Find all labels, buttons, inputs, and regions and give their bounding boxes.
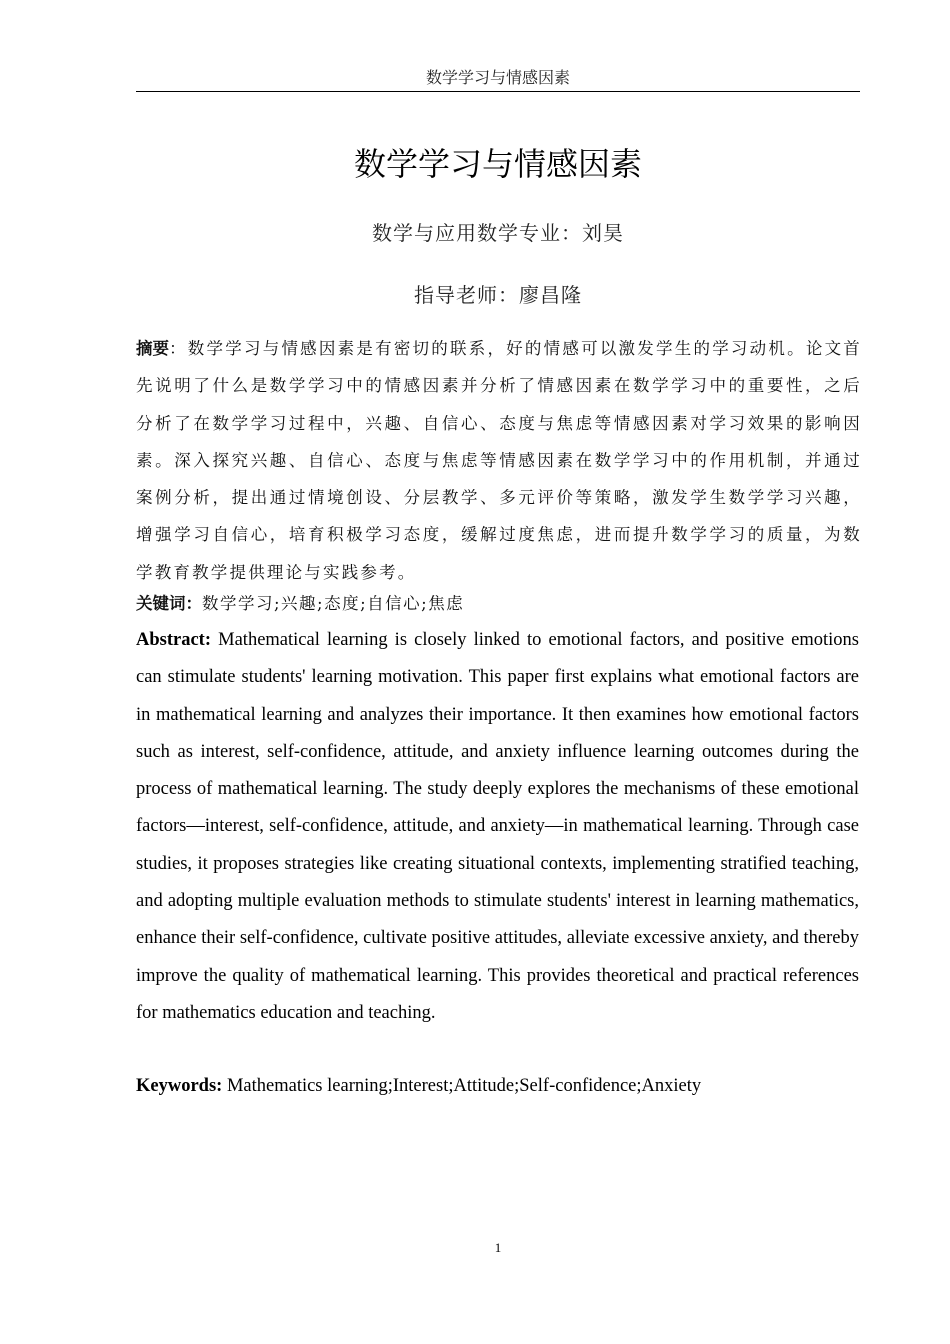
abstract-cn-label: 摘要 — [136, 339, 170, 358]
abstract-cn — [136, 330, 862, 591]
paper-title: 数学学习与情感因素 — [353, 145, 642, 183]
abstract-en — [136, 622, 859, 1032]
advisor-line: 指导老师：廖昌隆 — [414, 283, 582, 307]
keywords-cn-separator: ： — [185, 594, 202, 613]
keywords-en-label: Keywords: — [136, 1076, 223, 1096]
keywords-en — [136, 1071, 860, 1101]
keywords-cn-label: 关键词 — [136, 594, 186, 613]
abstract-cn-text: 数学学习与情感因素是有密切的联系，好的情感可以激发学生的学习动机。论文首先说明了什么是数学学习中的情感因素并分析了情感因素在数学学习中的重要性，之后分析了在数学学习过程中，兴趣、自信心、态度与焦虑等情感因素对学习效果的影响因素。深入探究兴趣、自信心、态度与焦虑等情感因素在数学学习中的作用机制，并通过案例分析，提出通过情境创设、分层教学、多元评价等策略，激发学生数学学习兴趣，增强学习自信心，培育积极学习态度，缓解过度焦虑，进而提升数学学习的质量，为数学教育教学提供理论与实践参考。 — [136, 339, 863, 582]
abstract-en-label: Abstract: — [136, 630, 212, 650]
keywords-cn-text: 数学学习;兴趣;态度;自信心;焦虑 — [202, 594, 465, 613]
author-line: 数学与应用数学专业：刘昊 — [372, 221, 624, 245]
abstract-en-text: Mathematical learning is closely linked to emotional factors, and positive emotions can stimulate students' learning motivation. This paper first explains what emotional factors are in mathematical learning and analyzes their importance. It then examines how emotional factors such as interest, self-confidence, attitude, and anxiety influence learning outcomes during the process of mathematical learning. The study deeply explores the mechanisms of these emotional factors—interest, self-confidence, attitude, and anxiety—in mathematical learning. Through case studies, it proposes strategies like creating situational contexts, implementing stratified teaching, and adopting multiple evaluation methods to stimulate students' interest in learning mathematics, enhance their self-confidence, cultivate positive attitudes, alleviate excessive anxiety, and thereby improve the quality of mathematical learning. This provides theoretical and practical references for mathematics education and teaching. — [136, 630, 859, 1023]
page-number: 1 — [494, 1240, 502, 1255]
keywords-cn — [136, 589, 860, 619]
running-header: 数学学习与情感因素 — [425, 68, 570, 87]
keywords-en-text: Mathematics learning;Interest;Attitude;Self-confidence;Anxiety — [226, 1076, 702, 1096]
abstract-cn-separator: ： — [169, 339, 188, 358]
header-rule — [136, 91, 860, 92]
